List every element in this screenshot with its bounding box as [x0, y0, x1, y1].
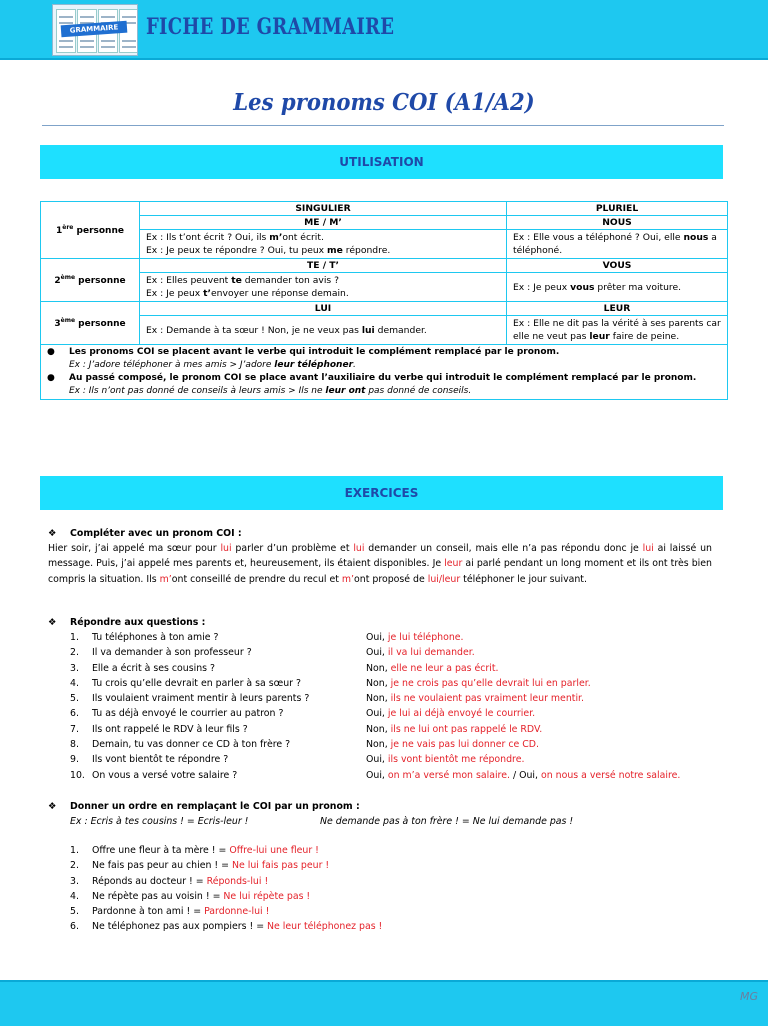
answer-pronoun: lui	[353, 543, 365, 555]
question-text: Ils voulaient vraiment mentir à leurs parents ?	[92, 693, 310, 705]
question-number: 1.	[70, 632, 79, 643]
answer-prefix: Non,	[366, 693, 391, 705]
order-answer: Ne lui répète pas !	[223, 890, 311, 902]
exercise-1-heading: ❖ Compléter avec un pronom COI :	[48, 526, 712, 541]
order-row	[48, 843, 712, 858]
answer-prefix: Non,	[366, 662, 391, 674]
question-number: 6.	[70, 708, 79, 720]
paragraph-text: demander un conseil, mais elle n’a pas répondu donc je	[364, 543, 643, 555]
answer-prefix: Oui,	[366, 632, 388, 643]
document-title: Les pronoms COI (A1/A2)	[233, 89, 535, 116]
question-number: 10.	[70, 769, 85, 781]
question-row	[48, 630, 712, 645]
answer	[366, 752, 524, 767]
utilisation-band: UTILISATION	[40, 145, 723, 179]
answer-prefix: Oui,	[366, 647, 388, 659]
paragraph-text: parler d’un problème et	[231, 543, 354, 555]
note-example: Ex : Ils n’ont pas donné de conseils à leurs amis > Ils ne leur ont pas donné de conseils.	[69, 386, 472, 396]
answer-text: je ne crois pas qu’elle devrait lui en parler.	[390, 677, 591, 689]
question-row	[48, 737, 712, 752]
question-text: Il va demander à son professeur ?	[92, 647, 252, 659]
paragraph-text: ont proposé de	[354, 573, 428, 585]
exercise-3-list	[48, 843, 712, 935]
question-text: Ils vont bientôt te répondre ?	[92, 754, 229, 766]
answer-prefix: Non,	[366, 723, 391, 735]
order-question: Réponds au docteur ! =	[92, 875, 207, 887]
question-text: Ils ont rappelé le RDV à leur fils ?	[92, 723, 248, 735]
order-number: 4.	[70, 890, 79, 902]
order-sentence	[92, 858, 329, 873]
note-item: ● Au passé composé, le pronom COI se place avant l’auxiliaire du verbe qui introduit le complément remplacé par le pronom.	[47, 373, 697, 383]
answer-pronoun: leur	[444, 558, 463, 570]
page-header	[0, 0, 768, 60]
exercise-3-heading: ❖ Donner un ordre en remplaçant le COI par un pronom :	[48, 801, 360, 812]
answer-prefix: Oui,	[366, 708, 388, 720]
note-example: Ex : J’adore téléphoner à mes amis > J’adore leur téléphoner.	[69, 360, 356, 370]
answer	[366, 737, 539, 752]
example-te: Ex : Elles peuvent te demander ton avis ? Ex : Je peux t’envoyer une réponse demain.	[140, 273, 507, 302]
logo-ribbon: GRAMMAIRE	[61, 21, 128, 38]
answer-pronoun: m’	[159, 573, 172, 585]
order-question: Ne répète pas au voisin ! =	[92, 890, 224, 902]
answer-text: je ne vais pas lui donner ce CD.	[390, 739, 539, 751]
exercise-3-examples	[48, 814, 712, 829]
answer-text: je lui téléphone.	[387, 632, 464, 643]
order-number: 6.	[70, 921, 79, 933]
answer-prefix: Non,	[366, 739, 391, 751]
exercise-2-heading: ❖ Répondre aux questions :	[48, 617, 206, 628]
order-number: 3.	[70, 875, 79, 887]
order-row	[48, 919, 712, 934]
question-text: Tu téléphones à ton amie ?	[92, 632, 219, 643]
question-row	[48, 691, 712, 706]
title-divider	[42, 125, 724, 126]
person-cell-1: 1ère personne	[41, 202, 140, 259]
question-text: On vous a versé votre salaire ?	[92, 769, 238, 781]
question-text: Tu as déjà envoyé le courrier au patron ?	[92, 708, 284, 720]
example-1: Ex : Ecris à tes cousins ! = Ecris-leur !	[70, 816, 249, 827]
paragraph-text: ont conseillé de prendre du recul et	[171, 573, 342, 585]
answer	[366, 768, 680, 783]
answer-pronoun: lui	[220, 543, 232, 555]
pluriel-header: PLURIEL	[507, 202, 728, 216]
header-title: FICHE DE GRAMMAIRE	[146, 14, 395, 40]
page-footer	[0, 980, 768, 1026]
answer	[366, 691, 584, 706]
answer	[366, 722, 542, 737]
paragraph-text: Hier soir, j’ai appelé ma sœur pour	[48, 543, 221, 555]
order-answer: Ne leur téléphonez pas !	[267, 921, 383, 933]
question-row	[48, 661, 712, 676]
question-number: 4.	[70, 677, 79, 689]
answer-pronoun: lui	[642, 543, 654, 555]
order-answer: Pardonne-lui !	[204, 906, 270, 918]
order-answer: Ne lui fais pas peur !	[231, 860, 330, 872]
example-2: Ne demande pas à ton frère ! = Ne lui demande pas !	[320, 816, 574, 827]
answer-text: il va lui demander.	[387, 647, 475, 659]
example-nous: Ex : Elle vous a téléphoné ? Oui, elle nous a téléphoné.	[507, 230, 728, 259]
exercise-2-list	[48, 630, 712, 783]
answer-text: je lui ai déjà envoyé le courrier.	[387, 708, 536, 720]
pronoun-vous: VOUS	[507, 259, 728, 273]
order-number: 2.	[70, 860, 79, 872]
paragraph-text: ai parlé pendant un long moment et ils ont très bien compris la situation. Ils	[48, 558, 712, 585]
person-cell-3: 3ème personne	[41, 302, 140, 345]
order-sentence	[92, 874, 268, 889]
order-number: 1.	[70, 845, 79, 856]
question-row	[48, 706, 712, 721]
answer	[366, 645, 475, 660]
answer	[366, 676, 591, 691]
pronoun-lui: LUI	[140, 302, 507, 316]
order-row	[48, 904, 712, 919]
pronoun-me: ME / M’	[140, 216, 507, 230]
answer-pronoun: m’	[341, 573, 355, 585]
paragraph-text: téléphoner le jour suivant.	[460, 573, 587, 585]
author-initials: MG	[739, 990, 758, 1003]
question-row	[48, 768, 712, 783]
grammar-logo	[52, 4, 138, 56]
pronoun-leur: LEUR	[507, 302, 728, 316]
answer-text: on m’a versé mon salaire.	[387, 769, 510, 781]
example-lui: Ex : Demande à ta sœur ! Non, je ne veux pas lui demander.	[140, 316, 507, 345]
order-row	[48, 889, 712, 904]
order-question: Ne téléphonez pas aux pompiers ! =	[92, 921, 268, 933]
order-sentence	[92, 919, 382, 934]
example-me: Ex : Ils t’ont écrit ? Oui, ils m’ont écrit. Ex : Je peux te répondre ? Oui, tu peux me répondre.	[140, 230, 507, 259]
pronoun-nous: NOUS	[507, 216, 728, 230]
person-cell-2: 2ème personne	[41, 259, 140, 302]
question-text: Demain, tu vas donner ce CD à ton frère ?	[92, 739, 291, 751]
order-number: 5.	[70, 906, 79, 918]
answer-separator: / Oui,	[509, 769, 541, 781]
diamond-icon: ❖	[48, 801, 57, 812]
order-sentence	[92, 889, 310, 904]
exercise-3	[48, 799, 712, 935]
exercices-band: EXERCICES	[40, 476, 723, 510]
answer-text: ils ne voulaient pas vraiment leur mentir.	[390, 693, 585, 705]
question-row	[48, 645, 712, 660]
question-text: Tu crois qu’elle devrait en parler à sa sœur ?	[92, 677, 301, 689]
question-row	[48, 676, 712, 691]
order-question: Pardonne à ton ami ! =	[92, 906, 205, 918]
order-sentence	[92, 843, 319, 858]
answer-text: ils ne lui ont pas rappelé le RDV.	[390, 723, 543, 735]
order-answer: Offre-lui une fleur !	[229, 845, 319, 856]
answer-text: elle ne leur a pas écrit.	[390, 662, 499, 674]
diamond-icon: ❖	[48, 617, 57, 628]
answer-prefix: Oui,	[366, 754, 388, 766]
question-number: 7.	[70, 723, 79, 735]
answer-prefix: Oui,	[366, 769, 388, 781]
question-number: 3.	[70, 662, 79, 674]
note-item: ● Les pronoms COI se placent avant le verbe qui introduit le complément remplacé par le pronom.	[47, 347, 560, 357]
question-number: 8.	[70, 739, 79, 751]
order-question: Ne fais pas peur au chien ! =	[92, 860, 232, 872]
answer	[366, 630, 464, 645]
question-number: 2.	[70, 647, 79, 659]
diamond-icon: ❖	[48, 528, 57, 539]
answer	[366, 661, 499, 676]
usage-notes	[41, 345, 728, 400]
exercise-1	[48, 526, 712, 587]
question-text: Elle a écrit à ses cousins ?	[92, 662, 215, 674]
order-answer: Réponds-lui !	[206, 875, 269, 887]
question-row	[48, 722, 712, 737]
order-question: Offre une fleur à ta mère ! =	[92, 845, 230, 856]
answer-text: ils vont bientôt me répondre.	[387, 754, 525, 766]
answer-text-alt: on nous a versé notre salaire.	[540, 769, 681, 781]
order-row	[48, 874, 712, 889]
order-row	[48, 858, 712, 873]
pronoun-te: TE / T’	[140, 259, 507, 273]
exercise-2	[48, 615, 712, 783]
question-number: 5.	[70, 693, 79, 705]
exercise-1-text	[48, 541, 712, 587]
example-leur: Ex : Elle ne dit pas la vérité à ses parents car elle ne veut pas leur faire de peine.	[507, 316, 728, 345]
question-number: 9.	[70, 754, 79, 766]
answer-pronoun: lui/leur	[427, 573, 461, 585]
answer	[366, 706, 535, 721]
paragraph-text: ai laissé un message. Puis, j’ai appelé mes parents et, heureusement, ils étaient disponibles. Je	[48, 543, 713, 570]
answer-prefix: Non,	[366, 677, 391, 689]
usage-table	[40, 201, 728, 400]
order-sentence	[92, 904, 269, 919]
question-row	[48, 752, 712, 767]
example-vous: Ex : Je peux vous prêter ma voiture.	[507, 273, 728, 302]
singulier-header: SINGULIER	[140, 202, 507, 216]
